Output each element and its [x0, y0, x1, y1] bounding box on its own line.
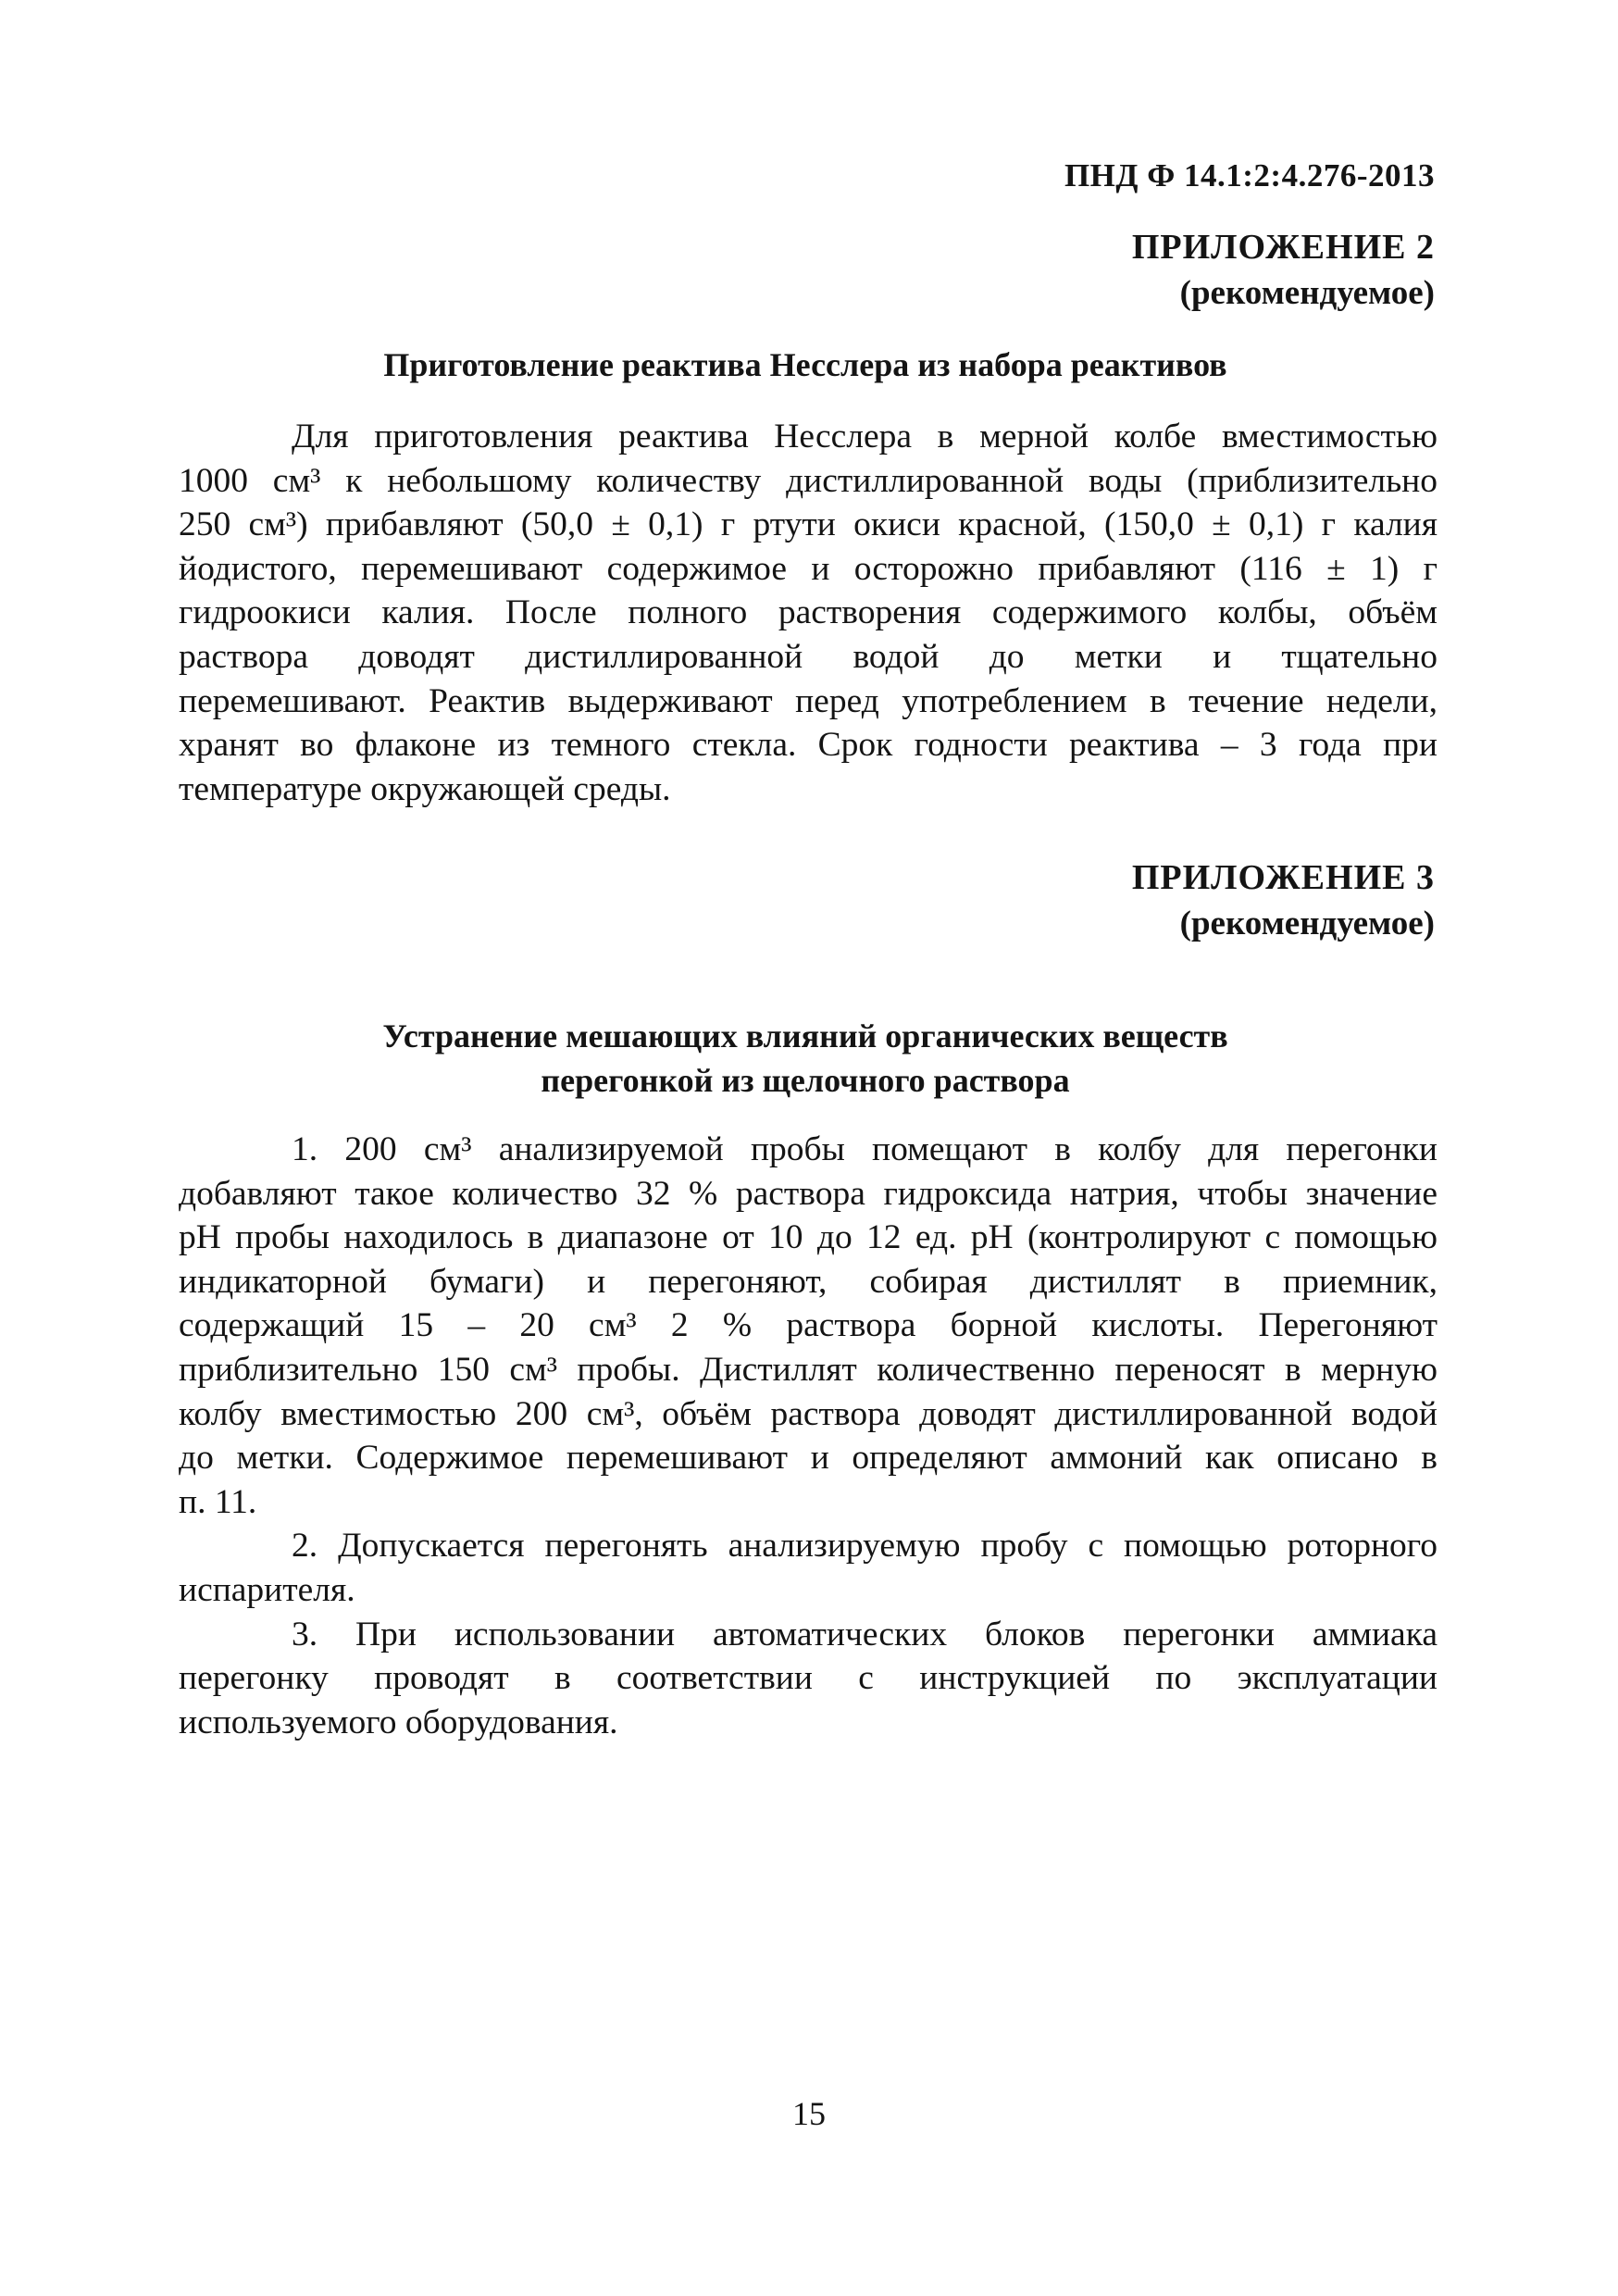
paragraph-line: температуре окружающей среды.	[179, 769, 671, 808]
item-3-line: 3. При использовании автоматических блоков перегонки аммиака	[292, 1615, 1438, 1653]
appendix-3-header	[1132, 855, 1435, 947]
item-1-line: индикаторной бумаги) и перегоняют, собирая дистиллят в приемник,	[179, 1262, 1438, 1301]
paragraph-line: перемешивают. Реактив выдерживают перед употреблением в течение недели,	[179, 681, 1438, 720]
item-1-line: колбу вместимостью 200 см³, объём раствора доводят дистиллированной водой	[179, 1394, 1438, 1433]
item-1-line: добавляют такое количество 32 % раствора гидроксида натрия, чтобы значение	[179, 1174, 1438, 1213]
paragraph-line: гидроокиси калия. После полного растворения содержимого колбы, объём	[179, 593, 1438, 632]
appendix-3-body	[179, 1128, 1438, 1744]
paragraph-line: 250 см³) прибавляют (50,0 ± 0,1) г ртути окиси красной, (150,0 ± 0,1) г калия	[179, 505, 1438, 544]
document-code: ПНД Ф 14.1:2:4.276-2013	[1064, 157, 1435, 193]
item-1-line: до метки. Содержимое перемешивают и определяют аммоний как описано в	[179, 1439, 1438, 1478]
paragraph-line: йодистого, перемешивают содержимое и осторожно прибавляют (116 ± 1) г	[179, 549, 1438, 588]
item-1-line: приблизительно 150 см³ пробы. Дистиллят количественно переносят в мерную	[179, 1350, 1438, 1389]
appendix-2-heading-text: Приготовление реактива Несслера из набора реактивов	[383, 346, 1227, 383]
item-1-line: 1. 200 см³ анализируемой пробы помещают в колбу для перегонки	[292, 1130, 1438, 1168]
item-2-line: испарителя.	[179, 1570, 355, 1609]
item-1-line: содержащий 15 – 20 см³ 2 % раствора борной кислоты. Перегоняют	[179, 1306, 1438, 1345]
item-3-line: используемого оборудования.	[179, 1703, 618, 1741]
appendix-2-heading	[176, 343, 1435, 387]
appendix-2-title: ПРИЛОЖЕНИЕ 2	[1131, 228, 1435, 267]
appendix-3-subtitle: (рекомендуемое)	[1179, 905, 1435, 942]
appendix-2-subtitle: (рекомендуемое)	[1179, 274, 1435, 312]
appendix-3-heading-line-2: перегонкой из щелочного раствора	[541, 1062, 1070, 1099]
appendix-2-body	[179, 415, 1438, 811]
appendix-3-heading-line-1: Устранение мешающих влияний органических веществ	[382, 1017, 1228, 1054]
item-1-line: pH пробы находилось в диапазоне от 10 до 12 ед. pH (контролируют с помощью	[179, 1218, 1438, 1257]
item-1-line: п. 11.	[179, 1482, 257, 1521]
page-number: 15	[792, 2095, 826, 2132]
appendix-3-title: ПРИЛОЖЕНИЕ 3	[1131, 858, 1435, 897]
appendix-2-header	[1132, 224, 1435, 317]
paragraph-line: раствора доводят дистиллированной водой до метки и тщательно	[179, 637, 1438, 676]
item-2-line: 2. Допускается перегонять анализируемую пробу с помощью роторного	[292, 1527, 1438, 1566]
paragraph-line: хранят во флаконе из темного стекла. Срок годности реактива – 3 года при	[179, 726, 1438, 765]
item-3-line: перегонку проводят в соответствии с инструкцией по эксплуатации	[179, 1659, 1438, 1698]
paragraph-line: Для приготовления реактива Несслера в мерной колбе вместимостью	[292, 418, 1438, 455]
appendix-3-heading	[176, 1014, 1435, 1103]
paragraph-line: 1000 см³ к небольшому количеству дистиллированной воды (приблизительно	[179, 461, 1438, 500]
